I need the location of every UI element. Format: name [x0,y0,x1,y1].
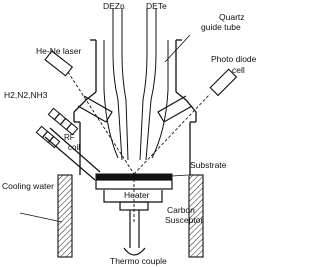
label-carbon: Carbon [167,205,195,215]
label-photodiode-1: Photo diode [211,54,257,64]
label-quartz-2: guide tube [201,22,241,32]
label-gases: H2,N2,NH3 [4,90,48,100]
label-thermocouple: Thermo couple [110,256,167,266]
label-dete: DETe [146,1,167,11]
label-rf-1: RF [64,133,75,142]
label-photodiode-2: cell [232,65,245,75]
label-cooling-water: Cooling water [2,181,54,191]
label-rf-2: coil [68,143,81,152]
label-quartz-1: Quartz [219,12,245,22]
quartz-guide-tubes [104,8,168,160]
reactor-chamber [74,40,196,175]
label-dezn: DEZn [103,1,125,11]
label-hene-laser: He-Ne laser [36,46,82,56]
laser-and-detector [45,51,236,95]
label-susceptor: Susceptor [165,215,204,225]
label-heater: Heater [124,190,150,200]
label-substrate: Substrate [190,160,227,170]
